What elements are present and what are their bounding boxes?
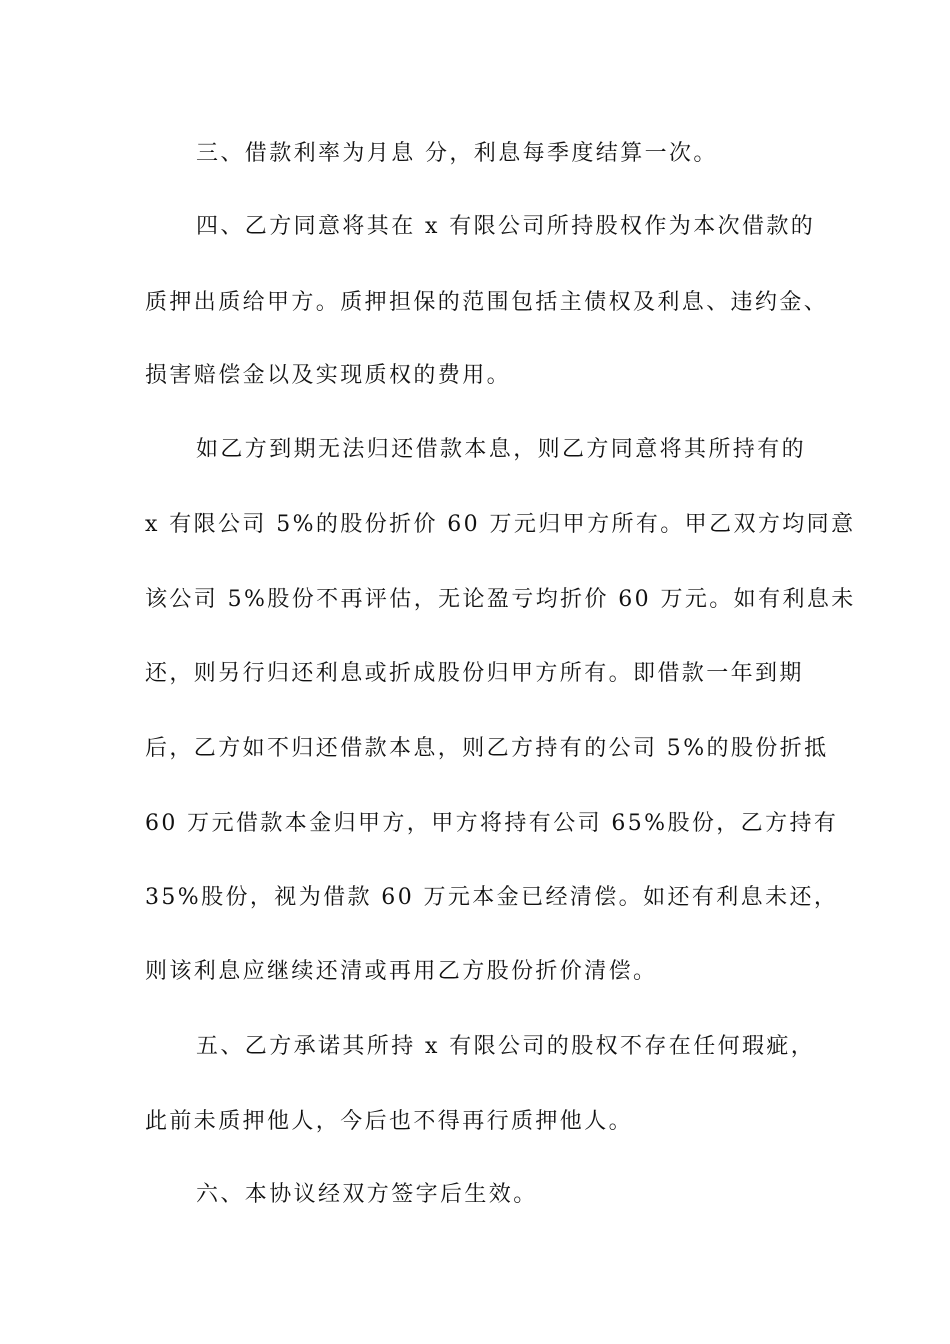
clause-5-line-2: 此前未质押他人，今后也不得再行质押他人。: [145, 1109, 634, 1134]
default-terms-line-2: x 有限公司 5%的股份折价 60 万元归甲方所有。甲乙双方均同意: [145, 512, 856, 537]
clause-4-line-1: 四、乙方同意将其在 x 有限公司所持股权作为本次借款的: [196, 214, 816, 239]
default-terms-line-6: 60 万元借款本金归甲方，甲方将持有公司 65%股份，乙方持有: [145, 811, 839, 836]
default-terms-line-1: 如乙方到期无法归还借款本息，则乙方同意将其所持有的: [196, 437, 807, 462]
clause-4-line-3: 损害赔偿金以及实现质权的费用。: [145, 363, 512, 388]
clause-6-line-1: 六、本协议经双方签字后生效。: [196, 1182, 538, 1207]
default-terms-line-5: 后，乙方如不归还借款本息，则乙方持有的公司 5%的股份折抵: [145, 736, 829, 761]
clause-5-line-1: 五、乙方承诺其所持 x 有限公司的股权不存在任何瑕疵，: [196, 1034, 816, 1059]
clause-4-line-2: 质押出质给甲方。质押担保的范围包括主债权及利息、违约金、: [145, 290, 829, 315]
default-terms-line-4: 还，则另行归还利息或折成股份归甲方所有。即借款一年到期: [145, 661, 804, 686]
clause-3-line-1: 三、借款利率为月息 分，利息每季度结算一次。: [196, 141, 718, 166]
default-terms-line-8: 则该利息应继续还清或再用乙方股份折价清偿。: [145, 959, 658, 984]
default-terms-line-3: 该公司 5%股份不再评估，无论盈亏均折价 60 万元。如有利息未: [145, 587, 856, 612]
default-terms-line-7: 35%股份，视为借款 60 万元本金已经清偿。如还有利息未还，: [145, 885, 839, 910]
